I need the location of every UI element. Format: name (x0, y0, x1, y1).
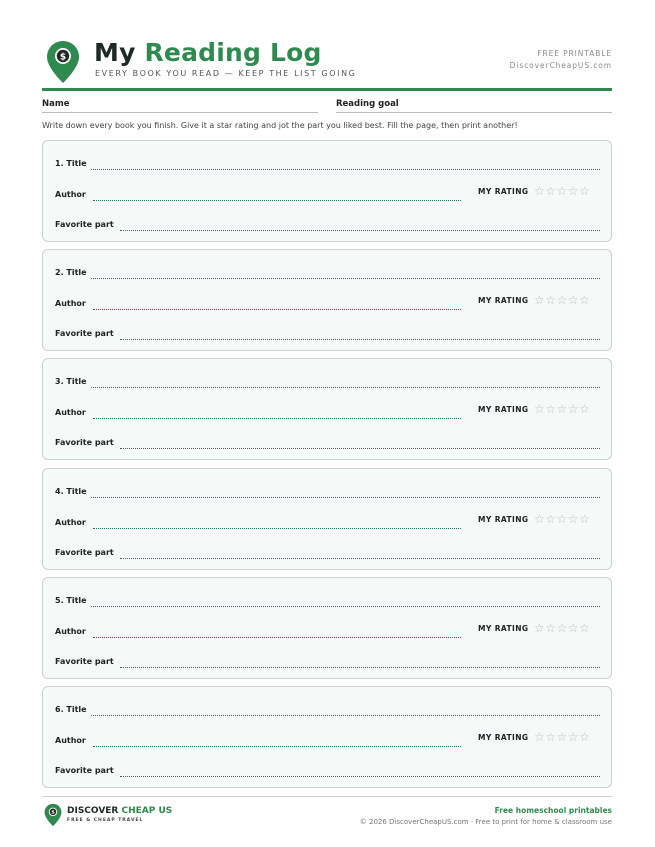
book-entry (42, 577, 612, 679)
book-title-field[interactable] (91, 715, 600, 716)
book-entry (42, 140, 612, 242)
book-author-label: Author (55, 299, 86, 308)
book-title-label: 2. Title (55, 268, 87, 277)
page-subtitle: EVERY BOOK YOU READ — KEEP THE LIST GOING (95, 69, 357, 78)
star-rating-icons[interactable]: ☆☆☆☆☆ (534, 402, 591, 416)
name-label: Name (42, 99, 70, 109)
book-author-field[interactable] (93, 200, 461, 201)
book-favorite-field[interactable] (120, 558, 600, 559)
book-favorite-label: Favorite part (55, 548, 114, 557)
instructions: Write down every book you finish. Give it a star rating and jot the part you liked best. Fill the page, then print another! (42, 121, 518, 130)
footer-right (360, 806, 612, 826)
map-pin-dollar-icon (46, 40, 80, 84)
header-right (510, 48, 612, 72)
reading-goal-label: Reading goal (336, 99, 399, 109)
svg-text:$: $ (51, 810, 55, 816)
name-field[interactable] (42, 112, 318, 113)
book-title-label: 6. Title (55, 705, 87, 714)
book-author-field[interactable] (93, 746, 461, 747)
book-author-field[interactable] (93, 528, 461, 529)
my-rating-label: MY RATING (478, 515, 529, 524)
book-author-label: Author (55, 408, 86, 417)
book-favorite-label: Favorite part (55, 766, 114, 775)
book-author-field[interactable] (93, 309, 461, 310)
book-title-field[interactable] (91, 278, 600, 279)
page-header (42, 38, 612, 88)
book-author-field[interactable] (93, 418, 461, 419)
footer-copyright: © 2026 DiscoverCheapUS.com · Free to print for home & classroom use (359, 818, 612, 826)
svg-text:$: $ (59, 52, 67, 63)
star-rating-icons[interactable]: ☆☆☆☆☆ (534, 621, 591, 635)
my-rating-label: MY RATING (478, 405, 529, 414)
star-rating-icons[interactable]: ☆☆☆☆☆ (534, 730, 591, 744)
star-rating-icons[interactable]: ☆☆☆☆☆ (534, 512, 591, 526)
book-author-label: Author (55, 518, 86, 527)
book-title-field[interactable] (91, 387, 600, 388)
page-title (94, 38, 322, 67)
book-favorite-label: Favorite part (55, 657, 114, 666)
book-favorite-field[interactable] (120, 667, 600, 668)
book-favorite-label: Favorite part (55, 438, 114, 447)
site-url: DiscoverCheapUS.com (509, 61, 612, 70)
book-title-label: 1. Title (55, 159, 87, 168)
footer-divider (42, 796, 612, 797)
reading-goal-field[interactable] (336, 112, 612, 113)
footer-brand-discover: DISCOVER (67, 806, 119, 816)
book-title-label: 5. Title (55, 596, 87, 605)
star-rating-icons[interactable]: ☆☆☆☆☆ (534, 293, 591, 307)
book-favorite-field[interactable] (120, 776, 600, 777)
book-author-field[interactable] (93, 637, 461, 638)
book-favorite-label: Favorite part (55, 329, 114, 338)
book-favorite-field[interactable] (120, 448, 600, 449)
footer-tagline: FREE & CHEAP TRAVEL (67, 818, 144, 823)
book-title-label: 3. Title (55, 377, 87, 386)
book-favorite-field[interactable] (120, 339, 600, 340)
book-author-label: Author (55, 736, 86, 745)
book-title-field[interactable] (91, 497, 600, 498)
book-entry (42, 249, 612, 351)
my-rating-label: MY RATING (478, 624, 529, 633)
title-reading-log: Reading Log (144, 38, 322, 67)
header-divider (42, 88, 612, 91)
book-title-field[interactable] (91, 606, 600, 607)
my-rating-label: MY RATING (478, 733, 529, 742)
title-my: My (94, 38, 136, 67)
free-printable-label: FREE PRINTABLE (537, 49, 612, 58)
book-author-label: Author (55, 627, 86, 636)
name-goal-row (42, 99, 612, 117)
book-entry (42, 358, 612, 460)
book-entry (42, 686, 612, 788)
my-rating-label: MY RATING (478, 187, 529, 196)
star-rating-icons[interactable]: ☆☆☆☆☆ (534, 184, 591, 198)
book-entry (42, 468, 612, 570)
book-title-field[interactable] (91, 169, 600, 170)
footer-brand-cheap-us: CHEAP US (121, 806, 173, 816)
footer-logo-pin-icon (44, 803, 62, 827)
footer-promo: Free homeschool printables (494, 806, 612, 815)
my-rating-label: MY RATING (478, 296, 529, 305)
book-favorite-label: Favorite part (55, 220, 114, 229)
book-favorite-field[interactable] (120, 230, 600, 231)
book-author-label: Author (55, 190, 86, 199)
book-title-label: 4. Title (55, 487, 87, 496)
footer-brand (67, 806, 172, 816)
